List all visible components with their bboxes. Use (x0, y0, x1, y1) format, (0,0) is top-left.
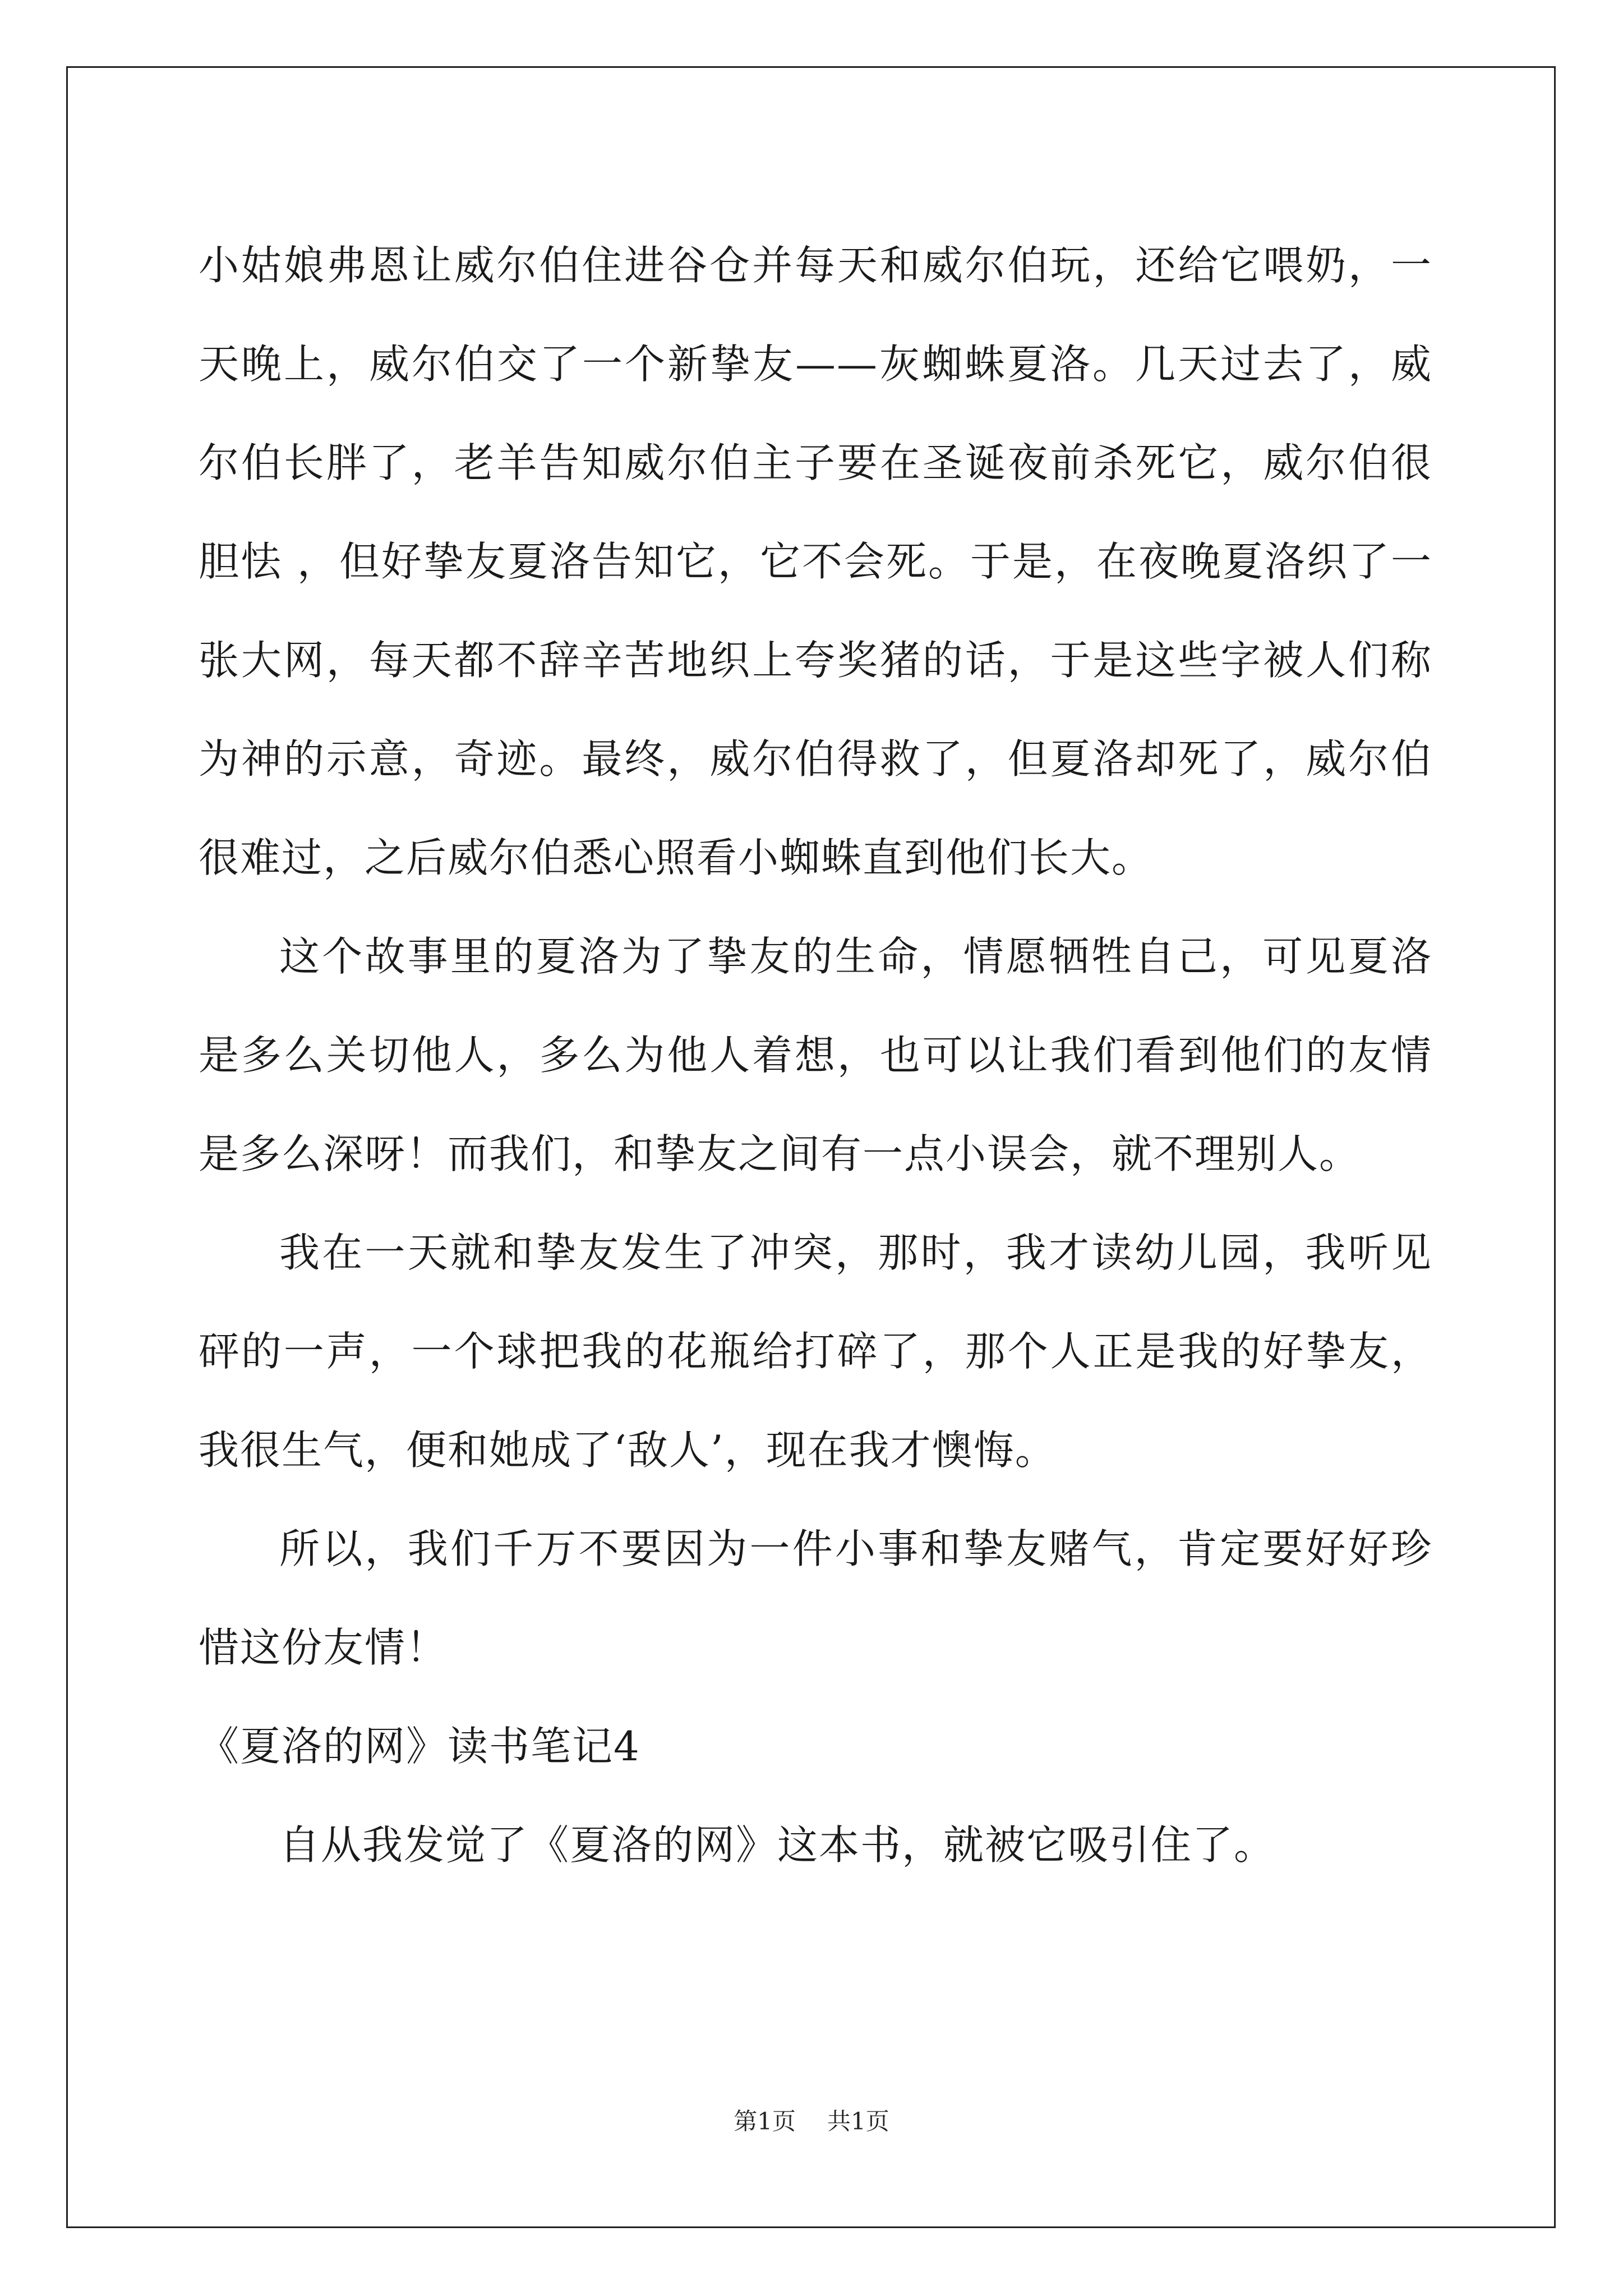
paragraph: 我在一天就和挚友发生了冲突，那时，我才读幼儿园，我听见砰的一声，一个球把我的花瓶给打碎了，那个人正是我的好挚友，我很生气，便和她成了‘敌人’，现在我才懊悔。 (199, 1229, 1432, 1474)
paragraph: 这个故事里的夏洛为了挚友的生命，情愿牺牲自己，可见夏洛是多么关切他人，多么为他人着想，也可以让我们看到他们的友情是多么深呀！而我们，和挚友之间有一点小误会，就不理别人。 (199, 933, 1432, 1177)
section-title: 《夏洛的网》读书笔记4 (199, 1723, 640, 1770)
paragraph: 小姑娘弗恩让威尔伯住进谷仓并每天和威尔伯玩，还给它喂奶，一天晚上，威尔伯交了一个新挚友——灰蜘蛛夏洛。几天过去了，威尔伯长胖了，老羊告知威尔伯主子要在圣诞夜前杀死它，威尔伯很胆怯 ，但好挚友夏洛告知它，它不会死。于是，在夜晚夏洛织了一张大网，每天都不辞辛苦地织上夸奖猪的话，于是这些字被人们称为神的示意，奇迹。最终，威尔伯得救了，但夏洛却死了，威尔伯很难过，之后威尔伯悉心照看小蜘蛛直到他们长大。 (199, 242, 1432, 881)
document-body (199, 216, 1432, 1894)
page-total: 共1页 (827, 2108, 889, 2135)
page-number: 第1页 (734, 2108, 796, 2135)
paragraph: 所以，我们千万不要因为一件小事和挚友赌气，肯定要好好珍惜这份友情！ (199, 1525, 1432, 1671)
paragraph: 自从我发觉了《夏洛的网》这本书，就被它吸引住了。 (279, 1821, 1276, 1869)
page-footer (0, 2105, 1623, 2138)
